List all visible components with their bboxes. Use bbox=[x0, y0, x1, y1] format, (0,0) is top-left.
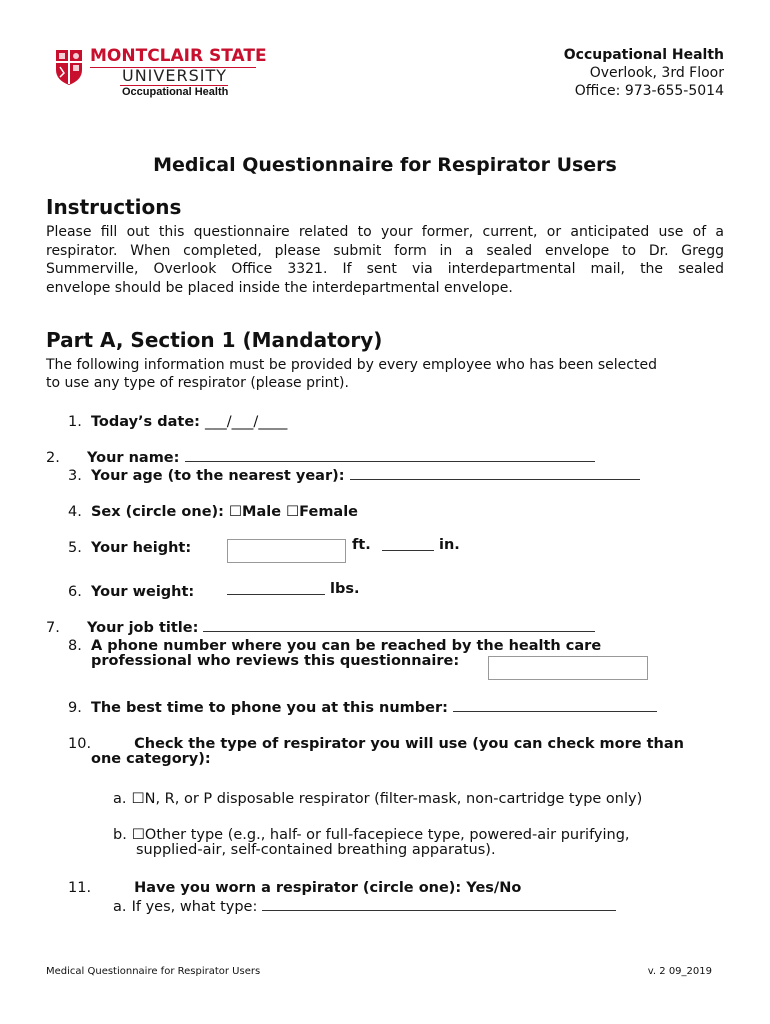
question-number: 10. bbox=[68, 736, 92, 752]
question-8 bbox=[68, 635, 601, 654]
option-11a bbox=[113, 896, 616, 915]
instructions-line: respirator. When completed, please submit form in a sealed envelope to Dr. Gregg bbox=[46, 242, 724, 259]
header-office: Office: 973-655-5014 bbox=[574, 83, 724, 99]
question-number: 3. bbox=[68, 468, 82, 484]
question-7 bbox=[46, 617, 595, 636]
question-number: 1. bbox=[68, 414, 82, 430]
best-time-field[interactable] bbox=[453, 698, 657, 712]
option-letter: a. bbox=[113, 899, 127, 915]
question-3 bbox=[68, 465, 640, 484]
question-number: 8. bbox=[68, 638, 82, 654]
height-inches-field[interactable] bbox=[382, 537, 434, 551]
question-number: 11. bbox=[68, 880, 92, 896]
weight-field[interactable] bbox=[227, 581, 325, 595]
instructions-text bbox=[46, 223, 724, 297]
respirator-type-field[interactable] bbox=[262, 897, 616, 911]
question-number: 7. bbox=[46, 620, 60, 636]
question-10 bbox=[68, 733, 684, 752]
question-label: Today’s date: bbox=[90, 414, 200, 430]
option-label: If yes, what type: bbox=[131, 899, 258, 915]
name-field[interactable] bbox=[185, 448, 595, 462]
question-label: Your job title: bbox=[86, 620, 199, 636]
instructions-line: envelope should be placed inside the interdepartmental envelope. bbox=[46, 279, 513, 296]
part-a-intro-line: to use any type of respirator (please print). bbox=[46, 375, 349, 391]
question-number: 6. bbox=[68, 584, 82, 600]
option-letter: a. bbox=[113, 791, 127, 807]
question-label: Have you worn a respirator (circle one): Yes/No bbox=[134, 880, 522, 896]
question-6 bbox=[68, 581, 194, 600]
weight-unit: lbs. bbox=[330, 581, 360, 597]
header-location: Overlook, 3rd Floor bbox=[589, 65, 724, 81]
date-blank[interactable]: ___/___/____ bbox=[205, 414, 288, 430]
question-9 bbox=[68, 697, 657, 716]
question-label: Your weight: bbox=[90, 584, 195, 600]
question-label: A phone number where you can be reached by the health care bbox=[90, 638, 602, 654]
header-dept: Occupational Health bbox=[563, 47, 724, 63]
disposable-respirator-checkbox[interactable]: ☐N, R, or P disposable respirator (filter-mask, non-cartridge type only) bbox=[131, 791, 643, 807]
instructions-line: Please fill out this questionnaire related to your former, current, or anticipated use of a bbox=[46, 224, 724, 240]
question-10-line-2: one category): bbox=[91, 751, 211, 767]
question-5 bbox=[68, 537, 191, 556]
question-8-line-2: professional who reviews this questionnaire: bbox=[91, 653, 460, 669]
sex-male-checkbox[interactable]: ☐Male bbox=[229, 504, 282, 520]
question-number: 9. bbox=[68, 700, 82, 716]
question-11 bbox=[68, 877, 521, 896]
option-letter: b. bbox=[113, 827, 127, 843]
option-10b[interactable] bbox=[113, 824, 630, 843]
phone-number-input[interactable] bbox=[488, 656, 648, 680]
university-logo bbox=[54, 46, 267, 102]
height-feet-input[interactable] bbox=[227, 539, 346, 563]
instructions-heading: Instructions bbox=[46, 195, 182, 219]
option-10b-line-2: supplied-air, self-contained breathing apparatus). bbox=[136, 842, 496, 858]
page-title: Medical Questionnaire for Respirator Users bbox=[153, 154, 617, 176]
shield-logo-icon bbox=[54, 48, 84, 86]
question-4 bbox=[68, 501, 358, 520]
logo-name: MONTCLAIR STATE bbox=[90, 46, 267, 66]
question-2 bbox=[46, 447, 595, 466]
question-1 bbox=[68, 411, 287, 430]
question-label: The best time to phone you at this number: bbox=[90, 700, 448, 716]
question-label: Your height: bbox=[90, 540, 192, 556]
question-number: 5. bbox=[68, 540, 82, 556]
logo-department: Occupational Health bbox=[122, 86, 229, 98]
header-contact bbox=[564, 46, 724, 100]
footer-version: v. 2 09_2019 bbox=[647, 966, 712, 977]
option-10a[interactable] bbox=[113, 788, 642, 807]
height-ft-unit: ft. bbox=[352, 537, 371, 553]
question-label: Your name: bbox=[86, 450, 180, 466]
question-number: 2. bbox=[46, 450, 60, 466]
sex-female-checkbox[interactable]: ☐Female bbox=[286, 504, 359, 520]
logo-university: UNIVERSITY bbox=[122, 66, 227, 85]
instructions-line: Summerville, Overlook Office 3321. If sent via interdepartmental mail, the sealed bbox=[46, 261, 724, 277]
part-a-heading: Part A, Section 1 (Mandatory) bbox=[46, 328, 383, 352]
part-a-intro-line: The following information must be provided by every employee who has been selected bbox=[46, 357, 657, 373]
question-label: Check the type of respirator you will use (you can check more than bbox=[134, 736, 684, 752]
part-a-intro bbox=[46, 356, 726, 392]
other-respirator-checkbox[interactable]: ☐Other type (e.g., half- or full-facepiece type, powered-air purifying, bbox=[131, 827, 630, 843]
job-title-field[interactable] bbox=[203, 618, 595, 632]
height-in-unit: in. bbox=[439, 537, 460, 553]
age-field[interactable] bbox=[350, 466, 640, 480]
question-number: 4. bbox=[68, 504, 82, 520]
footer-title: Medical Questionnaire for Respirator Users bbox=[46, 966, 261, 977]
question-label: Sex (circle one): bbox=[90, 504, 224, 520]
question-label: Your age (to the nearest year): bbox=[90, 468, 345, 484]
